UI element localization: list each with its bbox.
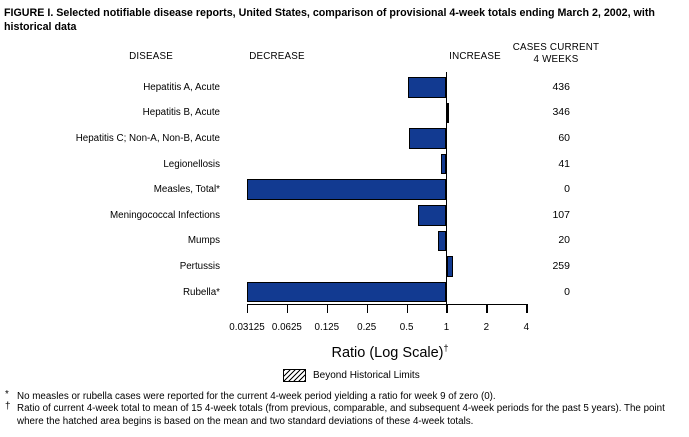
cases-value: 0 — [564, 183, 570, 196]
axis-tick-label: 0.0625 — [271, 322, 302, 333]
footnote-text-asterisk: No measles or rubella cases were reported for the current 4-week period yielding a ratio for week 9 of zero (0). — [17, 391, 496, 402]
footnote-text-dagger: Ratio of current 4-week total to mean of 15 4-week totals (from previous, comparable, and subsequent 4-week periods for the past 5 years). The point where the hatched area begins is based on the mean and two standard deviations of these 4-week totals. — [17, 403, 665, 427]
disease-label: Pertussis — [179, 260, 220, 272]
disease-label: Measles, Total* — [153, 184, 220, 196]
column-header-increase: INCREASE — [449, 51, 501, 62]
cases-value: 20 — [558, 234, 570, 247]
axis-tick-label: 0.03125 — [229, 322, 265, 333]
axis-tick — [287, 304, 288, 313]
axis-tick — [526, 304, 527, 313]
cases-value: 107 — [552, 208, 570, 221]
ratio-bar — [418, 205, 446, 226]
axis-tick — [486, 304, 487, 313]
axis-tick — [407, 304, 408, 313]
column-header-cases — [501, 42, 611, 65]
ratio-bar — [247, 179, 446, 200]
ratio-bar — [447, 256, 453, 277]
figure-title: FIGURE I. Selected notifiable disease reports, United States, comparison of provisional 4-week totals ending March 2, 2002, with historical data — [4, 7, 655, 33]
baseline-ratio-line — [446, 72, 448, 313]
cases-value: 41 — [558, 157, 570, 170]
ratio-bar — [408, 77, 447, 98]
cases-value: 60 — [558, 131, 570, 144]
axis-tick — [327, 304, 328, 313]
cases-value: 436 — [552, 80, 570, 93]
axis-tick-label: 4 — [523, 322, 530, 333]
column-header-disease: DISEASE — [129, 51, 173, 62]
footnotes — [5, 391, 683, 428]
disease-label: Meningococcal Infections — [109, 209, 220, 221]
disease-label: Rubella* — [182, 286, 220, 298]
cases-value: 0 — [564, 285, 570, 298]
disease-label: Hepatitis B, Acute — [142, 107, 220, 119]
disease-label: Hepatitis A, Acute — [143, 81, 220, 93]
footnote-asterisk — [5, 391, 683, 403]
x-axis-line — [247, 304, 527, 305]
disease-label: Hepatitis C; Non-A, Non-B, Acute — [75, 132, 220, 144]
ratio-bar — [247, 282, 446, 303]
axis-tick — [247, 304, 248, 313]
column-header-cases-line2: 4 WEEKS — [533, 53, 579, 65]
legend-hatched-swatch — [283, 369, 306, 382]
legend-label: Beyond Historical Limits — [313, 370, 420, 381]
axis-tick-label: 0.5 — [399, 322, 414, 333]
disease-label: Legionellosis — [163, 158, 220, 170]
footnote-dagger — [5, 403, 683, 428]
disease-label: Mumps — [187, 235, 220, 247]
footnote-marker-asterisk: * — [5, 389, 9, 400]
x-axis-title: Ratio (Log Scale)† — [331, 343, 449, 361]
ratio-bar — [409, 128, 447, 149]
footnote-marker-dagger: † — [5, 401, 11, 413]
column-header-cases-line1: CASES CURRENT — [512, 42, 600, 53]
axis-tick-label: 0.25 — [357, 322, 377, 333]
axis-tick-label: 1 — [443, 322, 450, 333]
cases-value: 259 — [552, 259, 570, 272]
axis-tick — [367, 304, 368, 313]
axis-tick-label: 0.125 — [314, 322, 340, 333]
cases-value: 346 — [552, 106, 570, 119]
dagger-superscript: † — [443, 343, 449, 353]
axis-tick-label: 2 — [483, 322, 490, 333]
column-header-decrease: DECREASE — [249, 51, 305, 62]
